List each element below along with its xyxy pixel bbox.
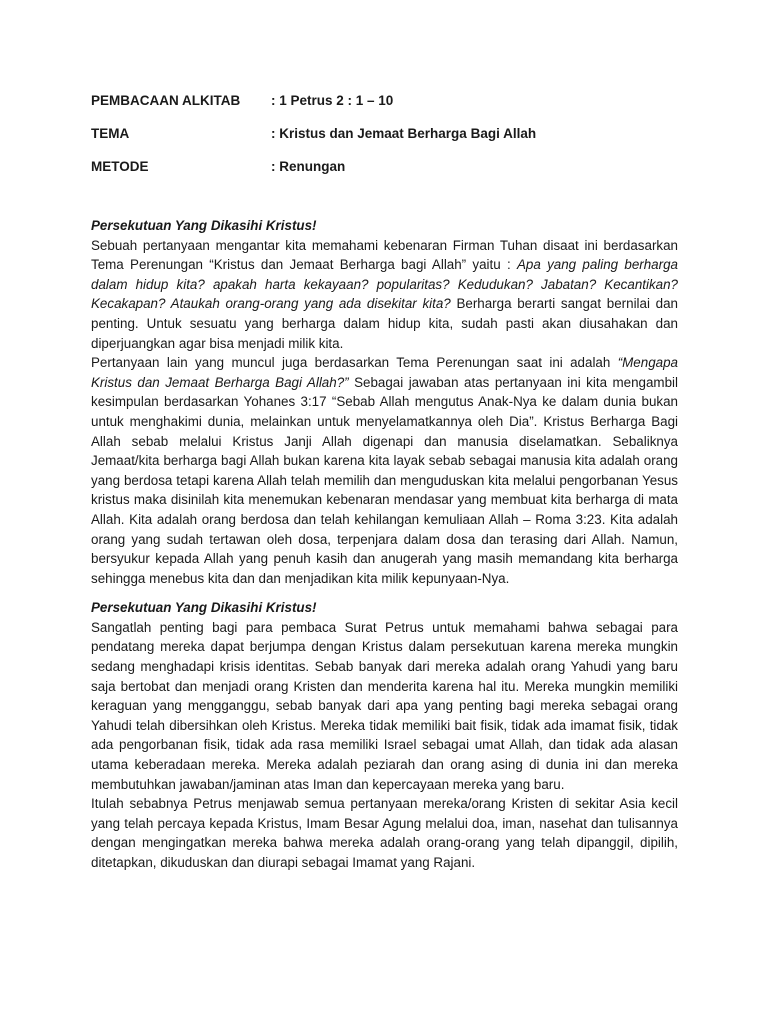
paragraph — [91, 236, 678, 354]
header-value: : Kristus dan Jemaat Berharga Bagi Allah — [271, 126, 537, 141]
paragraph-text: Sebagai jawaban atas pertanyaan ini kita mengambil kesimpulan berdasarkan Yohanes 3:17 “Sebab Allah mengutus Anak-Nya ke dalam dunia bukan untuk menghakimi dunia, melainkan untuk menyelamatkannya oleh Dia”. Kristus Berharga Bagi Allah sebab melalui Kristus Janji Allah digenapi dan manusia diselamatkan. Sebaliknya Jemaat/kita berharga bagi Allah bukan karena kita layak sebab sebagai manusia kita adalah orang yang berdosa tetapi karena Allah telah memilih dan menguduskan kita melalui pengorbanan Yesus kristus maka disinilah kita menemukan kebenaran mendasar yang membuat kita berharga di mata Allah. Kita adalah orang berdosa dan telah kehilangan kemuliaan Allah – Roma 3:23. Kita adalah orang yang sudah tertawan oleh dosa, terpenjara dalam dosa dan terasing dari Allah. Namun, bersyukur kepada Allah yang penuh kasih dan anugerah yang masih memandang kita berharga sehingga menebus kita dan dan menjadikan kita milik kepunyaan-Nya. — [91, 374, 678, 586]
header-row-method — [91, 159, 691, 192]
section-gap — [91, 588, 678, 598]
header-row-reading — [91, 93, 691, 126]
paragraph — [91, 353, 678, 588]
header-value: : 1 Petrus 2 : 1 – 10 — [271, 93, 394, 108]
header-label: METODE — [91, 159, 149, 174]
paragraph-text: Sebuah pertanyaan mengantar kita memahami kebenaran Firman Tuhan disaat ini berdasarkan Tema Perenungan “Kristus dan Jemaat Berharga bagi Allah” yaitu : — [91, 237, 678, 273]
paragraph: Sangatlah penting bagi para pembaca Surat Petrus untuk memahami bahwa sebagai para pendatang mereka dapat berjumpa dengan Kristus dalam persekutuan karena mereka mungkin sedang menghadapi krisis identitas. Sebab banyak dari mereka adalah orang Yahudi yang baru saja bertobat dan menjadi orang Kristen dan menderita karena hal itu. Mereka mungkin memiliki keraguan yang mengganggu, sebab banyak dari apa yang penting bagi mereka sebagai orang Yahudi telah dibersihkan oleh Kristus. Mereka tidak memiliki bait fisik, tidak ada imamat fisik, tidak ada pengorbanan fisik, tidak ada rasa memiliki Israel sebagai umat Allah, dan tidak ada alasan utama keberadaan mereka. Mereka adalah peziarah dan orang asing di dunia ini dan mereka membutuhkan jawaban/jaminan atas Iman dan kepercayaan mereka yang baru. — [91, 619, 678, 792]
document-header — [91, 93, 691, 192]
header-label: TEMA — [91, 126, 130, 141]
paragraph-question: “Mengapa Kristus dan Jemaat Berharga Bagi Allah?” — [91, 355, 678, 390]
header-row-theme — [91, 126, 691, 159]
header-value: : Renungan — [271, 159, 346, 174]
paragraph: Itulah sebabnya Petrus menjawab semua pertanyaan mereka/orang Kristen di sekitar Asia kecil yang telah percaya kepada Kristus, Imam Besar Agung melalui doa, iman, nasehat dan tulisannya dengan mengingatkan mereka bahwa mereka adalah orang-orang yang telah dipanggil, dipilih, ditetapkan, dikuduskan dan diurapi sebagai Imamat yang Rajani. — [91, 796, 678, 870]
section-title: Persekutuan Yang Dikasihi Kristus! — [91, 218, 317, 233]
paragraph-question: Apa yang paling berharga dalam hidup kita? apakah harta kekayaan? popularitas? Kedudukan? Jabatan? Kecantikan? Kecakapan? Ataukah orang-orang yang ada disekitar kita? — [91, 257, 678, 312]
section-title: Persekutuan Yang Dikasihi Kristus! — [91, 600, 317, 616]
document-body — [91, 216, 678, 873]
paragraph-text: Berharga berarti sangat bernilai dan penting. Untuk sesuatu yang berharga dalam hidup kita, sudah pasti akan diusahakan dan diperjuangkan agar bisa menjadi milik kita. — [91, 296, 678, 351]
paragraph-text: Pertanyaan lain yang muncul juga berdasarkan Tema Perenungan saat ini adalah — [91, 355, 618, 371]
header-label: PEMBACAAN ALKITAB — [91, 93, 241, 108]
